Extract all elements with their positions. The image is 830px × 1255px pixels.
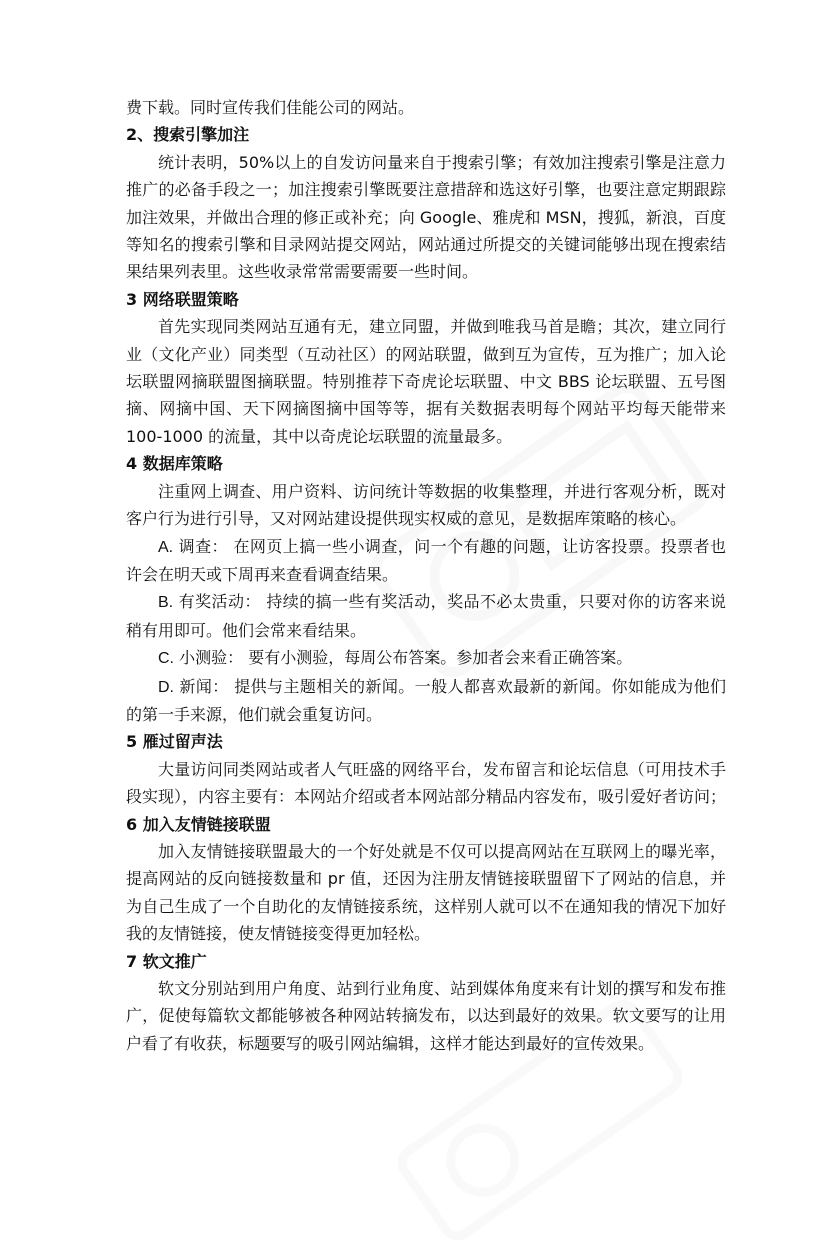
section-heading-friend-links: 6 加入友情链接联盟 xyxy=(126,814,271,834)
list-item-label: 有奖活动： xyxy=(178,592,261,612)
section-heading-network-alliance: 3 网络联盟策略 xyxy=(126,289,239,309)
section-paragraph: 首先实现同类网站互通有无，建立同盟，并做到唯我马首是瞻；其次，建立同行业（文化产业）同类型（互动社区）的网站联盟，做到互为宣传，互为推广；加入论坛联盟网摘联盟图摘联盟。特别推荐下奇虎论坛联盟、中文 BBS 论坛联盟、五号图摘、网摘中国、天下网摘图摘中国等等，据有关数据表明每个网站平均每天能带来 100-1000 的流量，其中以奇虎论坛联盟的流量最多。 xyxy=(126,317,726,446)
list-item-letter: C. xyxy=(158,650,174,668)
list-item-text: 持续的搞一些有奖活动，奖品不必太贵重，只要对你的访客来说稍有用即可。他们会常来看结果。 xyxy=(126,592,726,640)
list-item-label: 新闻： xyxy=(179,676,229,696)
intro-tail-paragraph: 费下载。同时宣传我们佳能公司的网站。 xyxy=(126,98,415,117)
section-paragraph: 统计表明，50%以上的自发访问量来自于搜索引擎；有效加注搜索引擎是注意力推广的必备手段之一；加注搜索引擎既要注意措辞和选这好引擎，也要注意定期跟踪加注效果，并做出合理的修正或补充；向 Google、雅虎和 MSN，搜狐，新浪，百度等知名的搜索引擎和目录网站提交网站，网站通过所提交的关键词能够出现在搜索结果结果列表里。这些收录常常需要需要一些时间。 xyxy=(126,152,726,282)
list-item-text: 要有小测验，每周公布答案。参加者会来看正确答案。 xyxy=(248,648,633,668)
section-heading-leave-message: 5 雁过留声法 xyxy=(126,732,223,752)
section-paragraph: 大量访问同类网站或者人气旺盛的网络平台，发布留言和论坛信息（可用技术手段实现），内容主要有：本网站介绍或者本网站部分精品内容发布，吸引爱好者访问； xyxy=(126,759,727,807)
list-item-letter: D. xyxy=(158,678,174,696)
list-item xyxy=(126,588,726,644)
list-item-text: 在网页上搞一些小调查，问一个有趣的问题，让访客投票。投票者也许会在明天或下周再来查看调查结果。 xyxy=(126,536,726,584)
list-item xyxy=(126,533,726,589)
document-body xyxy=(126,94,726,1057)
list-item-label: 小测验： xyxy=(179,648,244,668)
section-paragraph: 注重网上调查、用户资料、访问统计等数据的收集整理，并进行客观分析，既对客户行为进行引导，又对网站建设提供现实权威的意见，是数据库策略的核心。 xyxy=(126,481,726,529)
section-heading-soft-article: 7 软文推广 xyxy=(126,951,207,971)
section-paragraph: 加入友情链接联盟最大的一个好处就是不仅可以提高网站在互联网上的曝光率，提高网站的反向链接数量和 pr 值，还因为注册友情链接联盟留下了网站的信息，并为自己生成了一个自助化的友情链接系统，这样别人就可以不在通知我的情况下加好我的友情链接，使友情链接变得更加轻松。 xyxy=(126,841,726,944)
list-item xyxy=(126,644,726,672)
section-heading-database: 4 数据库策略 xyxy=(126,454,223,474)
list-item xyxy=(126,673,726,729)
section-paragraph: 软文分别站到用户角度、站到行业角度、站到媒体角度来有计划的撰写和发布推广，促使每篇软文都能够被各种网站转摘发布，以达到最好的效果。软文要写的让用户看了有收获，标题要写的吸引网站编辑，这样才能达到最好的宣传效果。 xyxy=(126,979,726,1053)
list-item-label: 调查： xyxy=(178,536,228,556)
list-item-text: 提供与主题相关的新闻。一般人都喜欢最新的新闻。你如能成为他们的第一手来源，他们就会重复访问。 xyxy=(126,676,726,724)
section-heading-search-engine: 2、搜索引擎加注 xyxy=(126,125,250,145)
list-item-letter: A. xyxy=(158,538,174,556)
list-item-letter: B. xyxy=(158,594,174,612)
